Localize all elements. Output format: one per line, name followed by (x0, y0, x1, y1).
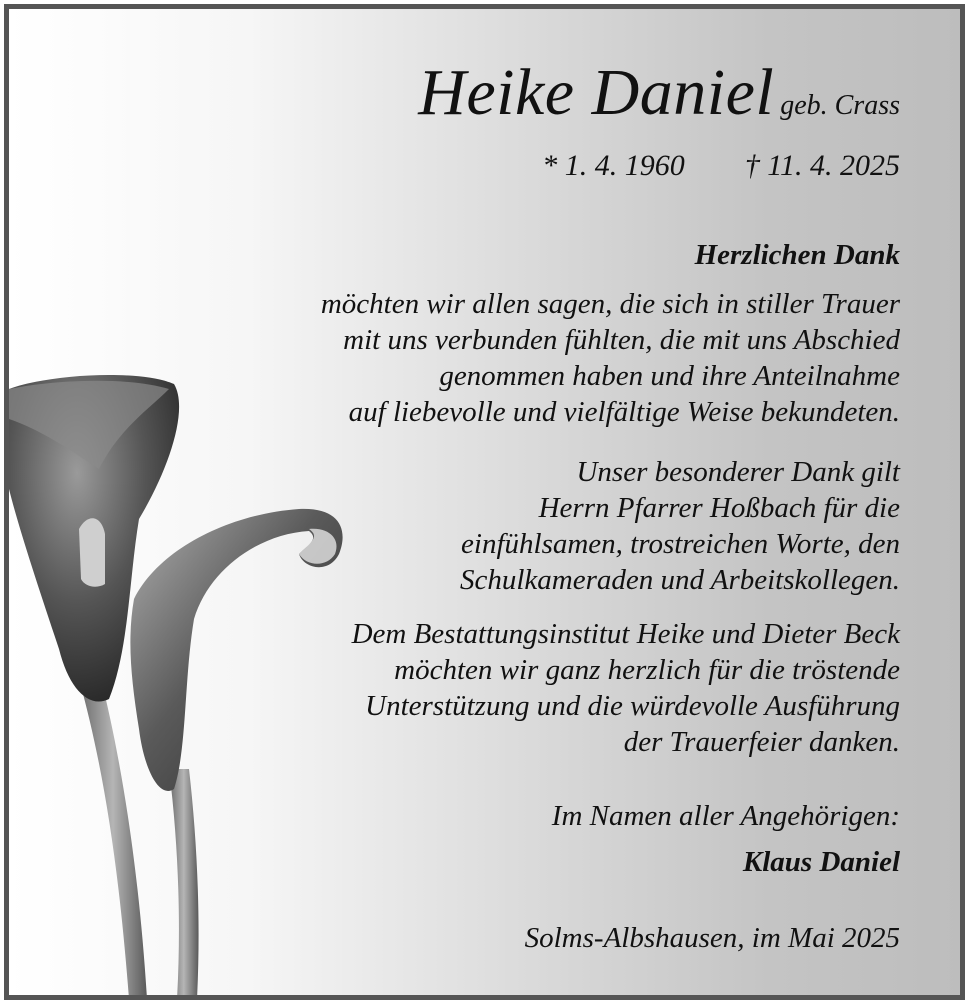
text-line: einfühlsamen, trostreichen Worte, den (461, 528, 900, 560)
name-line (418, 55, 900, 131)
birth-date: * 1. 4. 1960 (542, 149, 685, 182)
birth-name: geb. Crass (780, 90, 900, 121)
deceased-name: Heike Daniel (418, 56, 775, 129)
closing-line: Im Namen aller Angehörigen: (551, 800, 900, 832)
calla-lily-image (9, 349, 369, 999)
text-line: der Trauerfeier danken. (623, 726, 900, 758)
paragraph-thanks (321, 286, 900, 430)
text-line: Dem Bestattungsinstitut Heike und Dieter Beck (351, 618, 900, 650)
thanks-heading: Herzlichen Dank (694, 239, 900, 271)
text-line: auf liebevolle und vielfältige Weise bekundeten. (348, 396, 900, 428)
text-line: genommen haben und ihre Anteilnahme (439, 360, 900, 392)
text-line: Herrn Pfarrer Hoßbach für die (538, 492, 900, 524)
signer-name: Klaus Daniel (742, 846, 900, 878)
place-date: Solms-Albshausen, im Mai 2025 (524, 922, 900, 954)
text-line: mit uns verbunden fühlten, die mit uns Abschied (343, 324, 900, 356)
death-date: † 11. 4. 2025 (744, 149, 900, 182)
text-line: Unterstützung und die würdevolle Ausführung (365, 690, 900, 722)
text-line: Schulkameraden und Arbeitskollegen. (460, 564, 900, 596)
text-line: Unser besonderer Dank gilt (576, 456, 900, 488)
text-line: möchten wir ganz herzlich für die tröstende (394, 654, 900, 686)
paragraph-special-thanks (460, 454, 900, 598)
paragraph-funeral-home (352, 616, 900, 760)
text-line: möchten wir allen sagen, die sich in stiller Trauer (320, 288, 900, 320)
obituary-card (4, 4, 965, 1000)
life-dates (542, 149, 900, 183)
